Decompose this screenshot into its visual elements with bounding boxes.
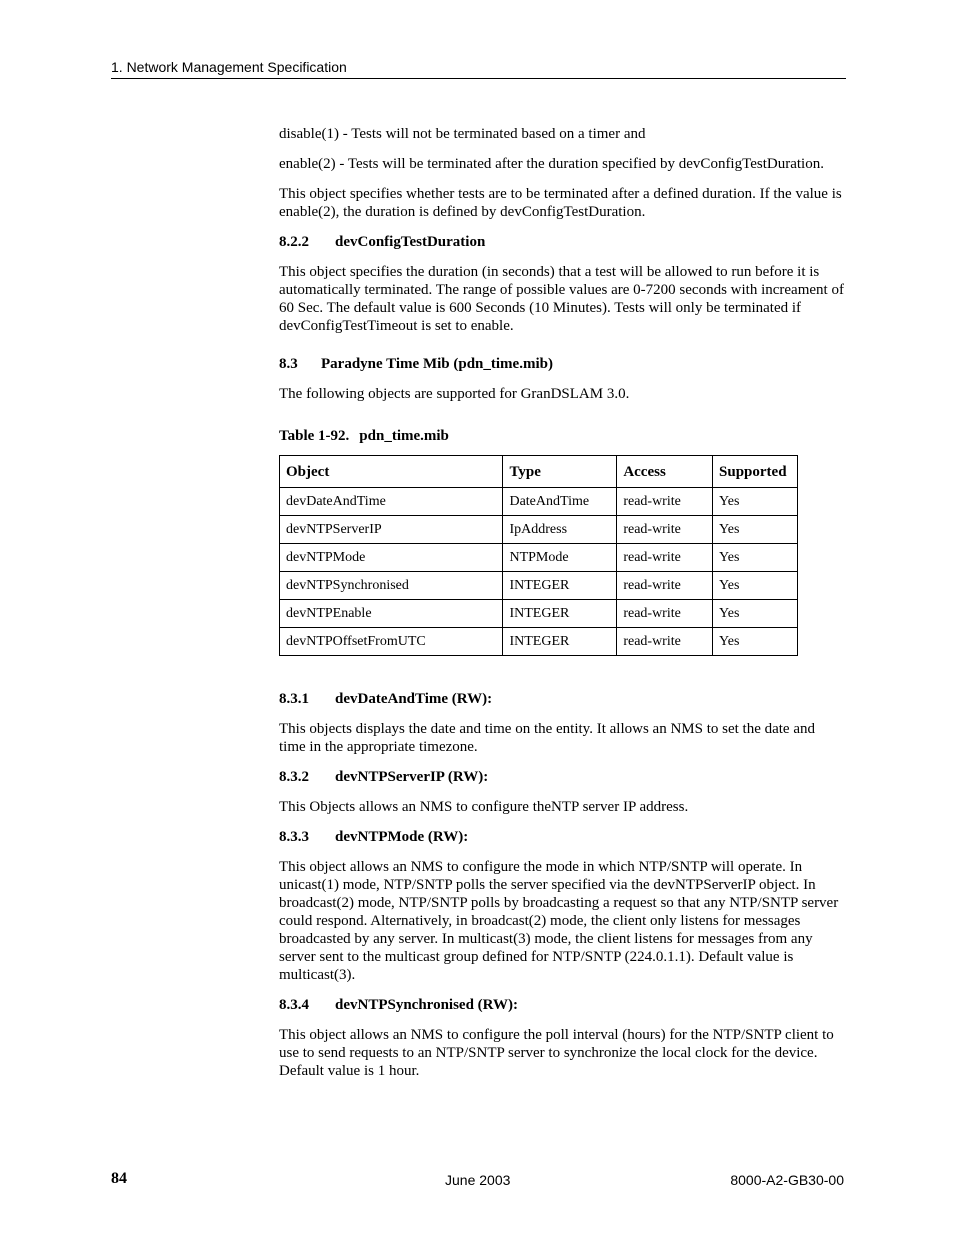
mib-table [279, 455, 798, 656]
document-body [279, 125, 845, 1092]
section-heading-8-3-1 [279, 690, 845, 708]
paragraph-ntp-synchronised: This object allows an NMS to configure the poll interval (hours) for the NTP/SNTP client to use to send requests to an NTP/SNTP server to synchronize the local clock for the device. Default value is 1 hour. [279, 1027, 834, 1079]
cell-access: read-write [617, 572, 713, 600]
paragraph-test-timeout-desc: This object specifies whether tests are to be terminated after a defined duration. If the value is enable(2), the duration is defined by devConfigTestDuration. [279, 186, 842, 220]
section-number: 8.2.2 [279, 234, 309, 250]
cell-object: devNTPOffsetFromUTC [280, 628, 503, 656]
paragraph-dev-date-and-time: This objects displays the date and time on the entity. It allows an NMS to set the date and time in the appropriate timezone. [279, 721, 816, 755]
paragraph-disable: disable(1) - Tests will not be terminated based on a timer and [279, 126, 646, 142]
paragraph-enable: enable(2) - Tests will be terminated after the duration specified by devConfigTestDuration. [279, 156, 824, 172]
section-heading-8-3-3 [279, 828, 845, 846]
section-title: devDateAndTime (RW): [335, 691, 493, 707]
section-title: devNTPSynchronised (RW): [335, 997, 518, 1013]
section-heading-8-3-2 [279, 768, 845, 786]
table-row [280, 516, 798, 544]
section-title: Paradyne Time Mib (pdn_time.mib) [321, 356, 553, 372]
document-number: 8000-A2-GB30-00 [730, 1172, 844, 1188]
footer-date: June 2003 [445, 1172, 511, 1188]
table-caption [279, 427, 845, 445]
column-header-supported: Supported [713, 456, 798, 488]
section-heading-8-2-2 [279, 233, 845, 251]
section-number: 8.3.2 [279, 769, 309, 785]
cell-supported: Yes [713, 628, 798, 656]
cell-object: devNTPMode [280, 544, 503, 572]
cell-object: devNTPServerIP [280, 516, 503, 544]
cell-type: INTEGER [503, 628, 617, 656]
table-header-row [280, 456, 798, 488]
table-row [280, 488, 798, 516]
table-row [280, 600, 798, 628]
section-heading-8-3 [279, 355, 845, 373]
paragraph-ntp-mode: This object allows an NMS to configure the mode in which NTP/SNTP will operate. In unicast(1) mode, NTP/SNTP polls the server specified via the devNTPServerIP object. In broadcast(2) mode, NTP/SNTP polls by broadcasting a request so that any NTP/SNTP server could respond. Alternatively, in broadcast(2) mode, the client only listens for messages broadcasted by any server. In multicast(3) mode, the client listens for messages from any server sent to the multicast group defined for NTP/SNTP (224.0.1.1). Default value is multicast(3). [279, 859, 839, 983]
cell-supported: Yes [713, 600, 798, 628]
cell-access: read-write [617, 600, 713, 628]
table-row [280, 572, 798, 600]
page-number: 84 [111, 1170, 127, 1187]
cell-type: INTEGER [503, 572, 617, 600]
table-caption-number: Table 1-92. [279, 428, 350, 444]
cell-supported: Yes [713, 516, 798, 544]
cell-access: read-write [617, 544, 713, 572]
cell-type: INTEGER [503, 600, 617, 628]
section-title: devNTPServerIP (RW): [335, 769, 489, 785]
table-caption-title: pdn_time.mib [359, 428, 449, 444]
cell-object: devNTPEnable [280, 600, 503, 628]
cell-object: devNTPSynchronised [280, 572, 503, 600]
cell-type: IpAddress [503, 516, 617, 544]
cell-access: read-write [617, 628, 713, 656]
section-title: devConfigTestDuration [335, 234, 486, 250]
section-number: 8.3.4 [279, 997, 309, 1013]
cell-supported: Yes [713, 544, 798, 572]
column-header-type: Type [503, 456, 617, 488]
cell-supported: Yes [713, 488, 798, 516]
section-title: devNTPMode (RW): [335, 829, 469, 845]
cell-type: NTPMode [503, 544, 617, 572]
cell-supported: Yes [713, 572, 798, 600]
page-footer [111, 1170, 846, 1190]
cell-access: read-write [617, 516, 713, 544]
cell-access: read-write [617, 488, 713, 516]
paragraph-ntp-server-ip: This Objects allows an NMS to configure theNTP server IP address. [279, 799, 689, 815]
table-row [280, 544, 798, 572]
table-row [280, 628, 798, 656]
column-header-access: Access [617, 456, 713, 488]
running-header: 1. Network Management Specification [111, 59, 846, 79]
column-header-object: Object [280, 456, 503, 488]
section-number: 8.3.3 [279, 829, 309, 845]
cell-type: DateAndTime [503, 488, 617, 516]
section-number: 8.3.1 [279, 691, 309, 707]
paragraph-test-duration: This object specifies the duration (in seconds) that a test will be allowed to run before it is automatically terminated. The range of possible values are 0-7200 seconds with increament of 60 Sec. The default value is 600 Seconds (10 Minutes). Tests will only be terminated if devConfigTestTimeout is set to enable. [279, 264, 844, 334]
cell-object: devDateAndTime [280, 488, 503, 516]
section-number: 8.3 [279, 356, 298, 372]
paragraph-supported-objects: The following objects are supported for GranDSLAM 3.0. [279, 386, 630, 402]
section-heading-8-3-4 [279, 996, 845, 1014]
